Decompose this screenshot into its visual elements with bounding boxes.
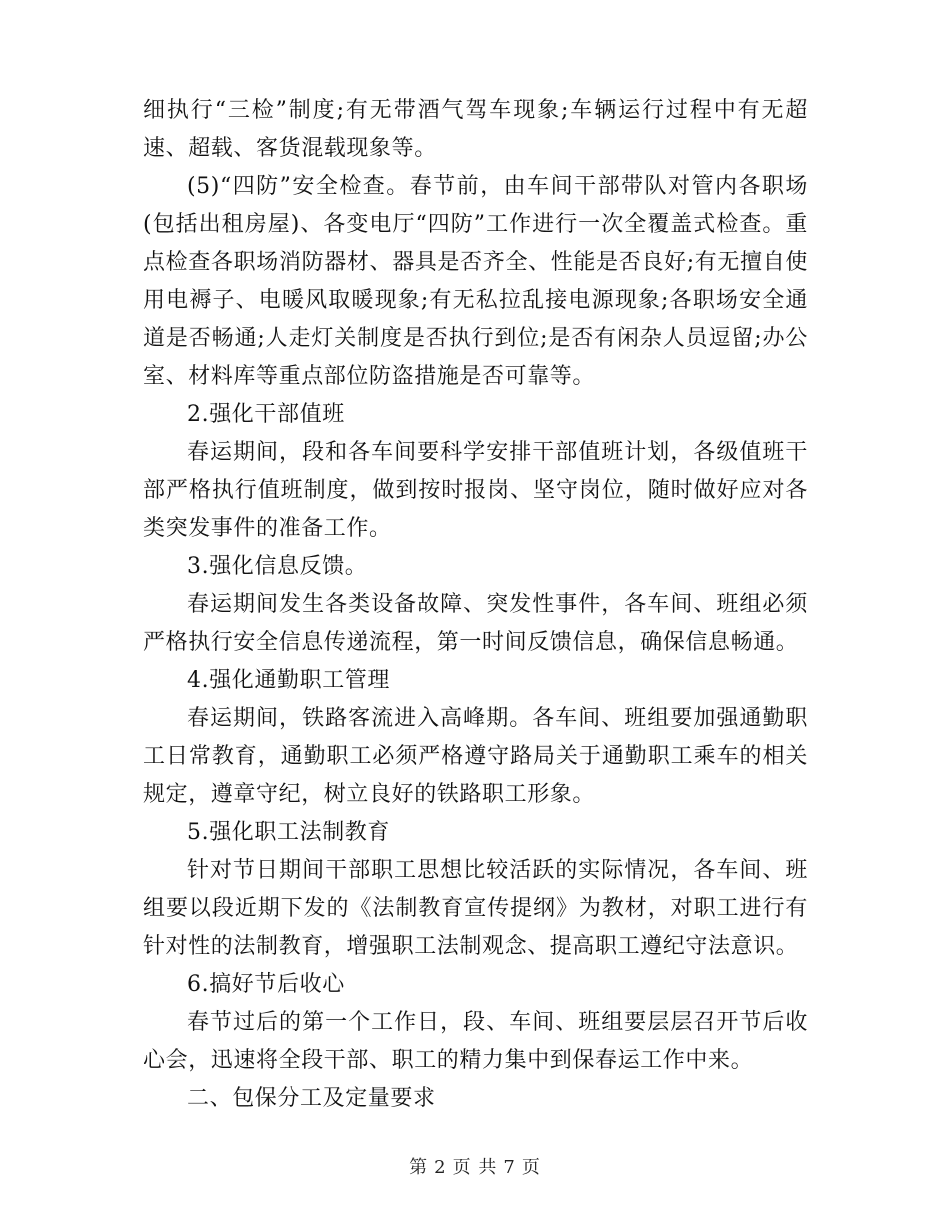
paragraph: 春节过后的第一个工作日，段、车间、班组要层层召开节后收心会，迅速将全段干部、职工的精力集中到保春运工作中来。 — [143, 1010, 808, 1073]
paragraph: 春运期间，段和各车间要科学安排干部值班计划，各级值班干部严格执行值班制度，做到按时报岗、坚守岗位，随时做好应对各类突发事件的准备工作。 — [143, 440, 808, 541]
paragraph: 细执行“三检”制度;有无带酒气驾车现象;车辆运行过程中有无超速、超载、客货混载现象等。 — [143, 98, 808, 161]
footer-current-page: 2 — [434, 1157, 447, 1178]
section-heading: 2.强化干部值班 — [187, 402, 345, 427]
footer-prefix: 第 — [409, 1157, 429, 1178]
chapter-heading: 二、包保分工及定量要求 — [187, 1086, 436, 1111]
section-heading: 6.搞好节后收心 — [187, 972, 345, 997]
footer-middle: 页 共 — [452, 1157, 498, 1178]
document-body — [143, 92, 808, 1118]
paragraph: (5)“四防”安全检查。春节前，由车间干部带队对管内各职场(包括出租房屋)、各变电厅“四防”工作进行一次全覆盖式检查。重点检查各职场消防器材、器具是否齐全、性能是否良好;有无擅自使用电褥子、电暖风取暖现象;有无私拉乱接电源现象;各职场安全通道是否畅通;人走灯关制度是否执行到位;是否有闲杂人员逗留;办公室、材料库等重点部位防盗措施是否可靠等。 — [143, 174, 808, 389]
footer-total-pages: 7 — [503, 1157, 516, 1178]
footer-suffix: 页 — [521, 1157, 541, 1178]
section-heading: 3.强化信息反馈。 — [187, 554, 368, 579]
paragraph: 春运期间发生各类设备故障、突发性事件，各车间、班组必须严格执行安全信息传递流程，第一时间反馈信息，确保信息畅通。 — [143, 592, 808, 655]
paragraph: 针对节日期间干部职工思想比较活跃的实际情况，各车间、班组要以段近期下发的《法制教育宣传提纲》为教材，对职工进行有针对性的法制教育，增强职工法制观念、提高职工遵纪守法意识。 — [143, 858, 808, 959]
paragraph: 春运期间，铁路客流进入高峰期。各车间、班组要加强通勤职工日常教育，通勤职工必须严格遵守路局关于通勤职工乘车的相关规定，遵章守纪，树立良好的铁路职工形象。 — [143, 706, 808, 807]
section-heading: 4.强化通勤职工管理 — [187, 668, 390, 693]
section-heading: 5.强化职工法制教育 — [187, 820, 390, 845]
page-footer — [0, 1153, 950, 1179]
